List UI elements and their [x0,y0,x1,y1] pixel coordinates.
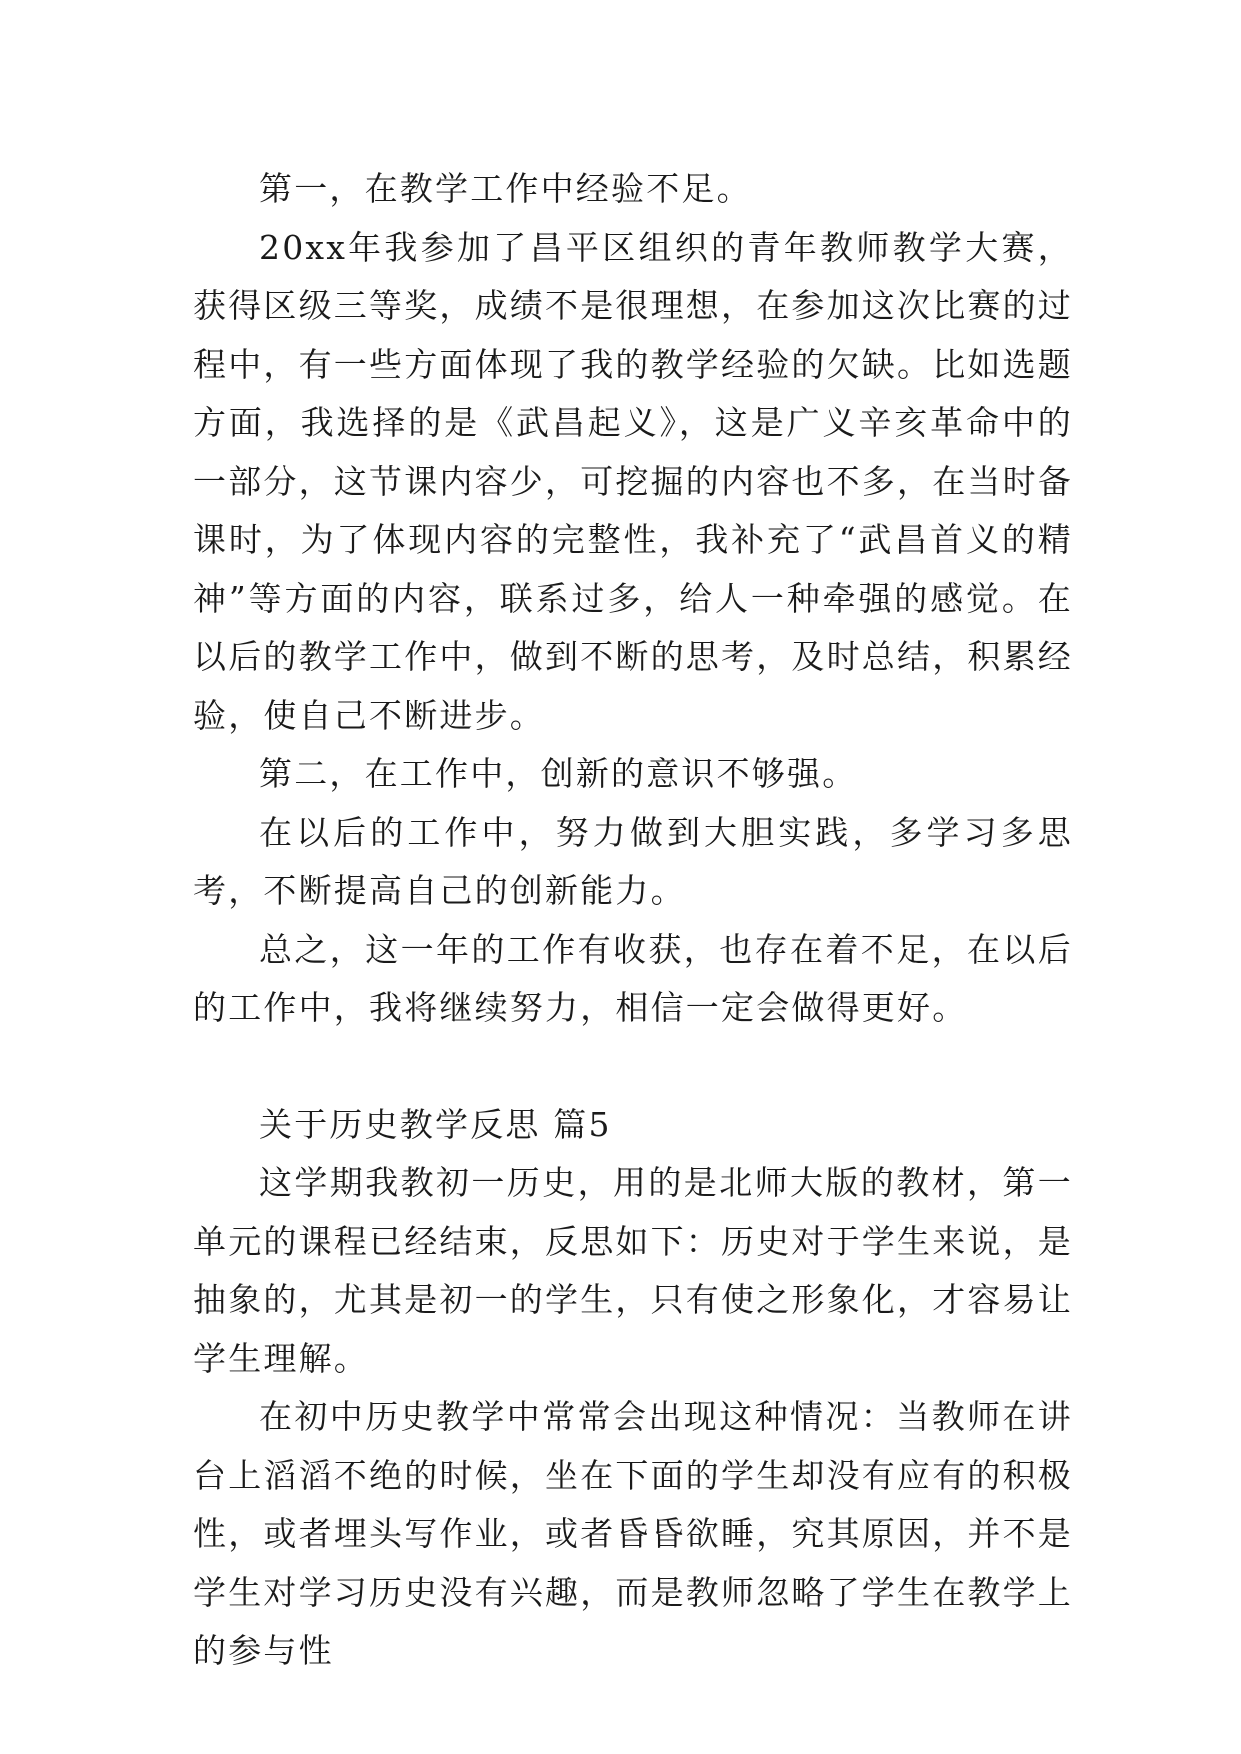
document-body [193,160,1073,1681]
section-heading: 关于历史教学反思 篇5 [259,1104,612,1144]
section-paragraph-one: 这学期我教初一历史，用的是北师大版的教材，第一单元的课程已经结束，反思如下：历史对于学生来说，是抽象的，尤其是初一的学生，只有使之形象化，才容易让学生理解。 [193,1163,1073,1378]
section-paragraph-two: 在初中历史教学中常常会出现这种情况：当教师在讲台上滔滔不绝的时候，坐在下面的学生却没有应有的积极性，或者埋头写作业，或者昏昏欲睡，究其原因，并不是学生对学习历史没有兴趣，而是教师忽略了学生在教学上的参与性 [193,1397,1073,1670]
point-two-body: 在以后的工作中，努力做到大胆实践，多学习多思考，不断提高自己的创新能力。 [193,812,1073,910]
conclusion-paragraph: 总之，这一年的工作有收获，也存在着不足，在以后的工作中，我将继续努力，相信一定会做得更好。 [193,929,1073,1027]
point-one-title: 第一，在教学工作中经验不足。 [259,169,752,208]
point-two-title: 第二，在工作中，创新的意识不够强。 [259,754,858,793]
section-gap [193,1038,1073,1096]
point-one-body: 20xx年我参加了昌平区组织的青年教师教学大赛，获得区级三等奖，成绩不是很理想，在参加这次比赛的过程中，有一些方面体现了我的教学经验的欠缺。比如选题方面，我选择的是《武昌起义》，这是广义辛亥革命中的一部分，这节课内容少，可挖掘的内容也不多，在当时备课时，为了体现内容的完整性，我补充了“武昌首义的精神”等方面的内容，联系过多，给人一种牵强的感觉。在以后的教学工作中，做到不断的思考，及时总结，积累经验，使自己不断进步。 [193,227,1073,735]
